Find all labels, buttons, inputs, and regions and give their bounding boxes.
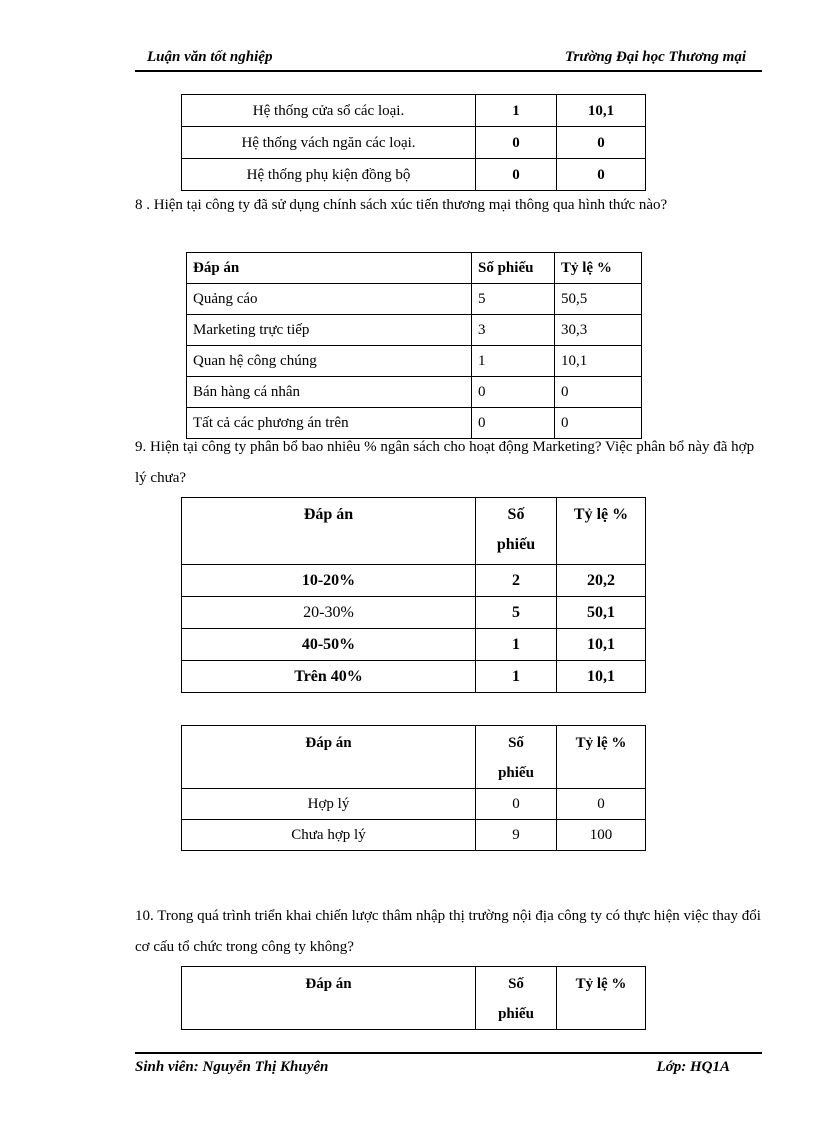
percent-cell: 10,1: [557, 661, 646, 693]
answer-cell: 20-30%: [182, 597, 476, 629]
header-percent: Tỷ lệ %: [555, 253, 642, 284]
table-row: [187, 346, 642, 377]
votes-cell: 1: [476, 661, 557, 693]
percent-cell: 10,1: [557, 95, 646, 127]
header-university-label: Trường Đại học Thương mại: [564, 49, 746, 65]
question-9: 9. Hiện tại công ty phân bổ bao nhiêu % ngân sách cho hoạt động Marketing? Việc phân bổ này đã hợp lý chưa?: [135, 439, 755, 486]
table-row: [182, 661, 646, 693]
answer-cell: Hợp lý: [182, 789, 476, 820]
header-answer: Đáp án: [182, 726, 476, 789]
percent-cell: 0: [555, 408, 642, 439]
votes-cell: 2: [476, 565, 557, 597]
votes-cell: 0: [476, 159, 557, 191]
header-percent: Tỷ lệ %: [557, 726, 646, 789]
page-footer: [135, 1052, 762, 1080]
table-row: [182, 127, 646, 159]
answer-cell: Marketing trực tiếp: [187, 315, 472, 346]
header-percent: Tỷ lệ %: [557, 967, 646, 1030]
answer-cell: Bán hàng cá nhân: [187, 377, 472, 408]
answer-cell: Quan hệ công chúng: [187, 346, 472, 377]
header-votes: Số phiếu: [476, 726, 557, 789]
table-row: [187, 315, 642, 346]
table-restructuring: [181, 966, 646, 1030]
table-row: [182, 789, 646, 820]
header-thesis-label: Luận văn tốt nghiệp: [147, 49, 273, 65]
footer-class-label: Lớp: HQ1A: [656, 1059, 730, 1075]
table-row: [182, 597, 646, 629]
header-votes: Số phiếu: [476, 967, 557, 1030]
header-answer: Đáp án: [187, 253, 472, 284]
percent-cell: 50,5: [555, 284, 642, 315]
votes-cell: 5: [472, 284, 555, 315]
table-row: [182, 159, 646, 191]
footer-student-label: Sinh viên: Nguyễn Thị Khuyên: [135, 1059, 329, 1075]
table-product-systems: [181, 94, 646, 191]
question-10: 10. Trong quá trình triển khai chiến lược thâm nhập thị trường nội địa công ty có thực hiện việc thay đổi cơ cấu tổ chức trong công ty không?: [135, 908, 761, 955]
page-header: [135, 48, 762, 72]
question-8: 8 . Hiện tại công ty đã sử dụng chính sách xúc tiến thương mại thông qua hình thức nào?: [135, 197, 668, 213]
header-votes: Số phiếu: [472, 253, 555, 284]
table-header-row: [187, 253, 642, 284]
votes-cell: 5: [476, 597, 557, 629]
table-header-row: [182, 498, 646, 565]
percent-cell: 10,1: [555, 346, 642, 377]
answer-cell: Hệ thống vách ngăn các loại.: [182, 127, 476, 159]
percent-cell: 0: [557, 159, 646, 191]
percent-cell: 20,2: [557, 565, 646, 597]
answer-cell: Tất cả các phương án trên: [187, 408, 472, 439]
answer-cell: Chưa hợp lý: [182, 820, 476, 851]
votes-cell: 0: [476, 789, 557, 820]
table-row: [182, 565, 646, 597]
table-header-row: [182, 967, 646, 1030]
table-row: [182, 629, 646, 661]
header-answer: Đáp án: [182, 967, 476, 1030]
votes-cell: 1: [472, 346, 555, 377]
table-marketing-budget: [181, 497, 646, 693]
answer-cell: 10-20%: [182, 565, 476, 597]
percent-cell: 10,1: [557, 629, 646, 661]
table-row: [182, 95, 646, 127]
votes-cell: 0: [476, 127, 557, 159]
percent-cell: 0: [555, 377, 642, 408]
percent-cell: 100: [557, 820, 646, 851]
table-promotion-methods: [186, 252, 642, 439]
table-row: [182, 820, 646, 851]
table-header-row: [182, 726, 646, 789]
answer-cell: Trên 40%: [182, 661, 476, 693]
percent-cell: 0: [557, 127, 646, 159]
header-percent: Tỷ lệ %: [557, 498, 646, 565]
votes-cell: 1: [476, 629, 557, 661]
votes-cell: 1: [476, 95, 557, 127]
answer-cell: Hệ thống phụ kiện đồng bộ: [182, 159, 476, 191]
answer-cell: Quảng cáo: [187, 284, 472, 315]
percent-cell: 30,3: [555, 315, 642, 346]
votes-cell: 9: [476, 820, 557, 851]
header-votes: Số phiếu: [476, 498, 557, 565]
answer-cell: Hệ thống cửa sổ các loại.: [182, 95, 476, 127]
votes-cell: 3: [472, 315, 555, 346]
votes-cell: 0: [472, 408, 555, 439]
votes-cell: 0: [472, 377, 555, 408]
table-row: [187, 284, 642, 315]
table-row: [187, 377, 642, 408]
table-budget-reasonable: [181, 725, 646, 851]
header-answer: Đáp án: [182, 498, 476, 565]
percent-cell: 50,1: [557, 597, 646, 629]
answer-cell: 40-50%: [182, 629, 476, 661]
percent-cell: 0: [557, 789, 646, 820]
